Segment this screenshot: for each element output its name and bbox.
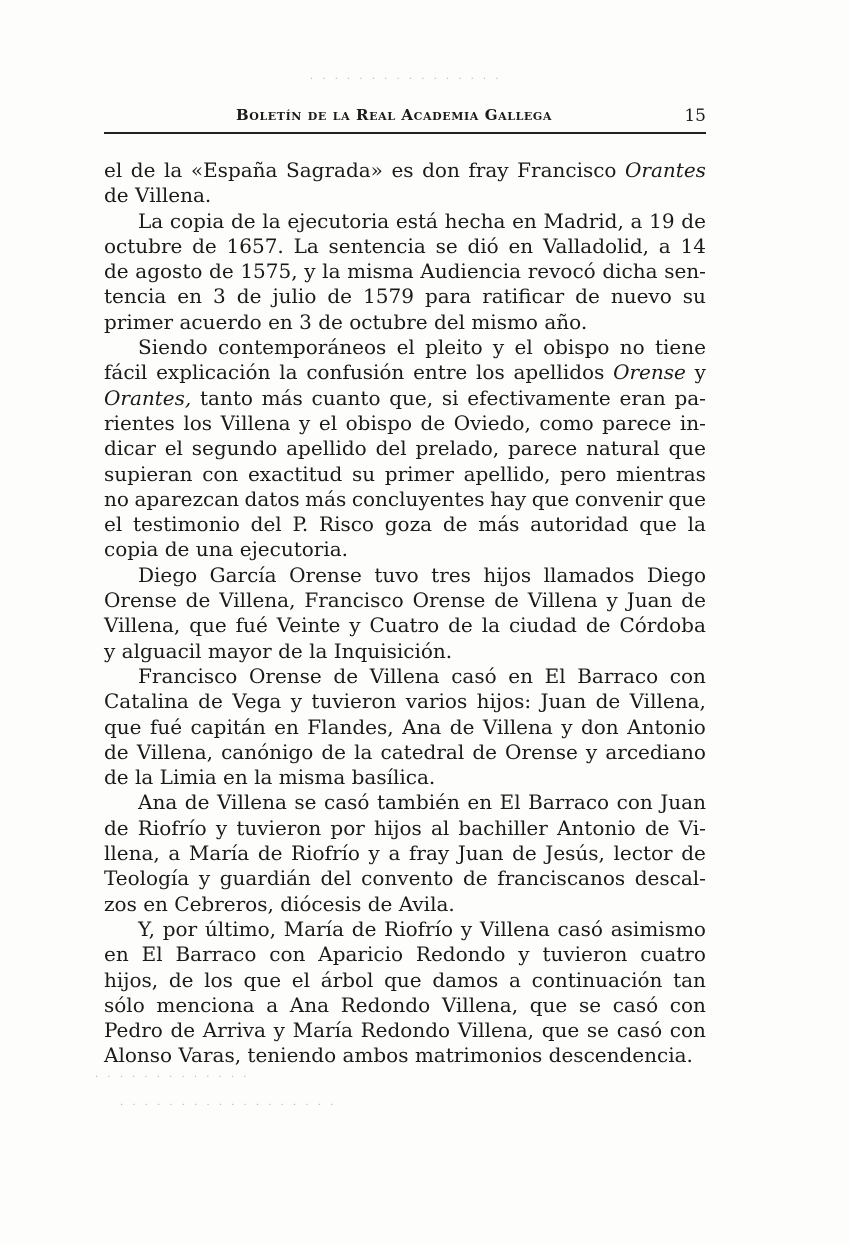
text-line: el de la «España Sagrada» es don fray Francisco Orantes <box>104 158 706 182</box>
text-line: en El Barraco con Aparicio Redondo y tuvieron cuatro <box>104 942 706 967</box>
text-line: de Villena, canónigo de la catedral de Orense y arcediano <box>104 739 706 764</box>
text-line: de Villena. <box>104 183 212 208</box>
text-line: tencia en 3 de julio de 1579 para ratificar de nuevo su <box>104 284 706 309</box>
scan-speckle: · · · · · · · · · · · · · <box>95 1072 250 1083</box>
text-line: de agosto de 1575, y la misma Audiencia revocó dicha sen- <box>104 259 706 284</box>
text-line: Pedro de Arriva y María Redondo Villena, que se casó con <box>104 1018 706 1043</box>
text-line: La copia de la ejecutoria está hecha en Madrid, a 19 de <box>138 208 706 233</box>
text-line: Orense de Villena, Francisco Orense de Villena y Juan de <box>104 588 706 613</box>
text-line: y alguacil mayor de la Inquisición. <box>104 638 453 663</box>
text-line: fácil explicación la confusión entre los apellidos Orense y <box>104 360 706 385</box>
scan-speckle: · · · · · · · · · · · · · · · · <box>310 74 502 85</box>
text-line: zos en Cebreros, diócesis de Avila. <box>104 891 455 916</box>
text-line: hijos, de los que el árbol que damos a continuación tan <box>104 967 706 992</box>
text-line: Orantes, tanto más cuanto que, si efectivamente eran pa- <box>104 385 706 410</box>
scan-speckle: · · · · · · · · · · · · · · · · · · <box>120 1100 337 1111</box>
text-line: llena, a María de Riofrío y a fray Juan de Jesús, lector de <box>104 841 706 866</box>
text-line: que fué capitán en Flandes, Ana de Villena y don Antonio <box>104 714 706 739</box>
text-line: primer acuerdo en 3 de octubre del mismo año. <box>104 309 588 334</box>
text-line: sólo menciona a Ana Redondo Villena, que se casó con <box>104 992 706 1017</box>
text-line: no aparezcan datos más concluyentes hay que convenir que <box>104 486 706 511</box>
text-line: Francisco Orense de Villena casó en El Barraco con <box>138 663 706 688</box>
text-line: de la Limia en la misma basílica. <box>104 765 436 790</box>
text-line: copia de una ejecutoria. <box>104 537 349 562</box>
text-line: octubre de 1657. La sentencia se dió en Valladolid, a 14 <box>104 233 706 258</box>
text-line: de Riofrío y tuvieron por hijos al bachiller Antonio de Vi- <box>104 815 706 840</box>
text-line: Y, por último, María de Riofrío y Villena casó asimismo <box>138 916 706 941</box>
text-line: Teología y guardián del convento de franciscanos descal- <box>104 866 706 891</box>
text-line: Catalina de Vega y tuvieron varios hijos: Juan de Villena, <box>104 689 706 714</box>
running-head: Boletín de la Real Academia Gallega <box>236 106 553 124</box>
page-number: 15 <box>684 106 706 126</box>
body-text <box>104 158 706 1069</box>
text-line: Ana de Villena se casó también en El Barraco con Juan <box>138 790 706 815</box>
header-rule <box>104 132 706 134</box>
text-line: el testimonio del P. Risco goza de más autoridad que la <box>104 512 706 537</box>
text-line: supieran con exactitud su primer apellido, pero mientras <box>104 461 706 486</box>
text-line: Alonso Varas, teniendo ambos matrimonios descendencia. <box>104 1043 693 1068</box>
text-line: dicar el segundo apellido del prelado, parece natural que <box>104 436 706 461</box>
text-line: Siendo contemporáneos el pleito y el obispo no tiene <box>138 335 706 360</box>
text-line: rientes los Villena y el obispo de Oviedo, como parece in- <box>104 410 706 435</box>
text-line: Villena, que fué Veinte y Cuatro de la ciudad de Córdoba <box>104 613 706 638</box>
page-header <box>104 106 706 128</box>
text-line: Diego García Orense tuvo tres hijos llamados Diego <box>138 562 706 587</box>
